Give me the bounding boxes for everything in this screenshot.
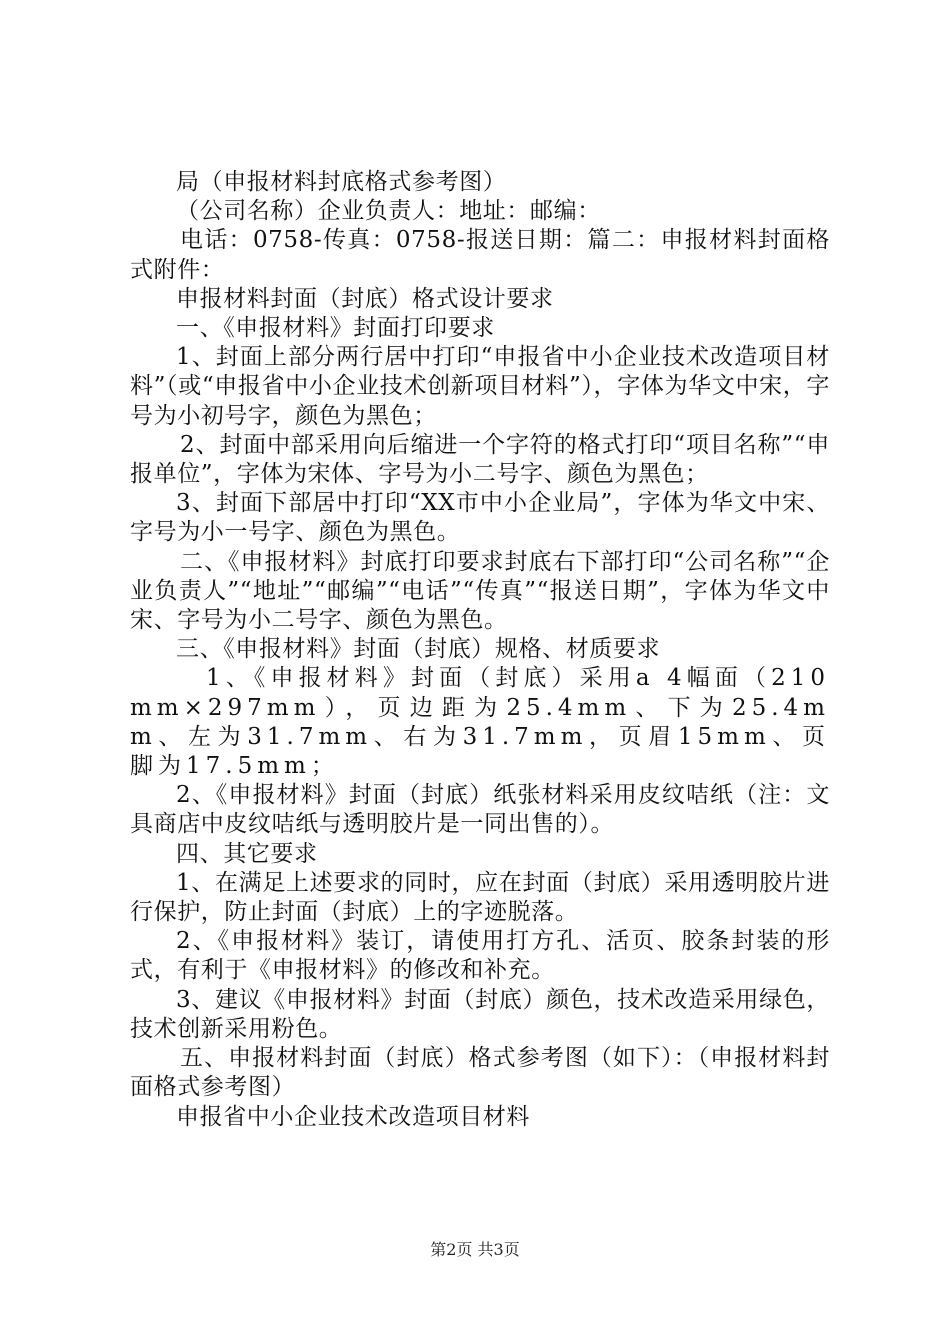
paragraph: 1、在满足上述要求的同时，应在封面（封底）采用透明胶片进行保护，防止封面（封底）上的字迹脱落。 [130,869,830,926]
section-heading: 一、《申报材料》封面打印要求 [176,315,495,342]
paragraph: 2、封面中部采用向后缩进一个字符的格式打印“项目名称”“申报单位”，字体为宋体、字号为小二号字、颜色为黑色； [130,431,830,488]
paragraph: 申报材料封面（封底）格式设计要求 [176,285,554,312]
paragraph: 申报省中小企业技术改造项目材料 [176,1103,530,1130]
paragraph: 二、《申报材料》封底打印要求封底右下部打印“公司名称”“企业负责人”“地址”“邮编”“电话”“传真”“报送日期”，字体为华文中宋、字号为小二号字、颜色为黑色。 [130,548,830,634]
section-heading: 五、申报材料封面（封底）格式参考图（如下）：（申报材料封面格式参考图） [130,1045,830,1101]
page-number: 第2页 共3页 [430,1240,520,1259]
paragraph: 1、封面上部分两行居中打印“申报省中小企业技术改造项目材料”（或“申报省中小企业技术创新项目材料”），字体为华文中宋，字号为小初号字，颜色为黑色； [130,344,830,429]
paragraph: 2、《申报材料》装订，请使用打方孔、活页、胶条封装的形式，有利于《申报材料》的修改和补充。 [130,928,830,984]
paragraph: 电话：0758-传真：0758-报送日期：篇二：申报材料封面格式附件： [130,227,830,283]
section-heading: 四、其它要求 [176,840,318,867]
section-heading: 三、《申报材料》封面（封底）规格、材质要求 [176,636,661,663]
paragraph: 1、《申报材料》封面（封底）采用a 4幅面（210mm×297mm），页边距为25.4mm、下为25.4mm、左为31.7mm、右为31.7mm，页眉15mm、页脚为17.5mm； [130,665,830,780]
paragraph: 2、《申报材料》封面（封底）纸张材料采用皮纹咭纸（注：文具商店中皮纹咭纸与透明胶片是一同出售的）。 [130,782,830,838]
paragraph: （公司名称）企业负责人：地址：邮编： [176,198,601,225]
paragraph: 3、封面下部居中打印“XX市中小企业局”，字体为华文中宋、字号为小一号字、颜色为黑色。 [130,490,830,546]
paragraph: 局（申报材料封底格式参考图） [176,169,507,195]
paragraph: 3、建议《申报材料》封面（封底）颜色，技术改造采用绿色，技术创新采用粉色。 [130,986,830,1042]
document-body [130,168,830,1132]
